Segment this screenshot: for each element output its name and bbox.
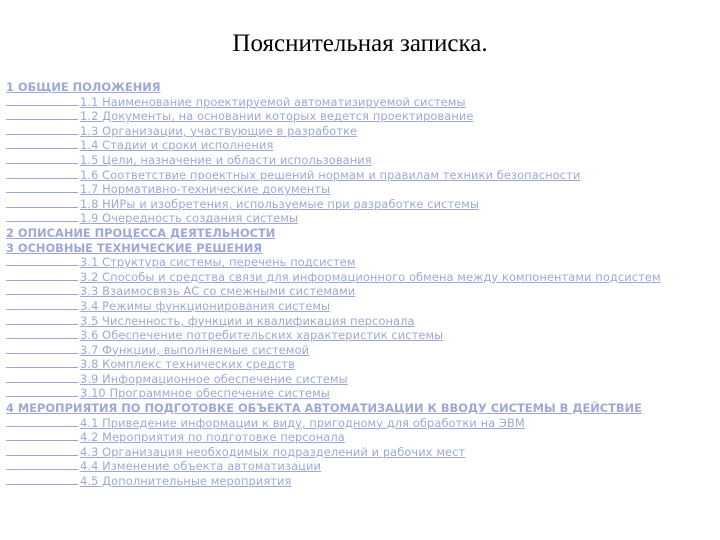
indent-underline <box>6 104 78 106</box>
indent-underline <box>6 293 78 295</box>
toc-link[interactable]: 2 ОПИСАНИЕ ПРОЦЕССА ДЕЯТЕЛЬНОСТИ <box>6 225 276 240</box>
table-of-contents <box>6 80 714 489</box>
toc-item-4-5[interactable] <box>6 474 714 489</box>
toc-item-1-7[interactable] <box>6 182 714 197</box>
toc-item-3-3[interactable] <box>6 284 714 299</box>
indent-underline <box>6 264 78 266</box>
toc-link[interactable]: 3.3 Взаимосвязь АС со смежными системами <box>80 284 356 299</box>
indent-underline <box>6 352 78 354</box>
toc-link[interactable]: 1.9 Очередность создания системы <box>80 211 299 226</box>
toc-link[interactable]: 3.4 Режимы функционирования системы <box>80 298 331 313</box>
indent-underline <box>6 468 78 470</box>
toc-link[interactable]: 4.4 Изменение объекта автоматизации <box>80 459 322 474</box>
indent-underline <box>6 381 78 383</box>
indent-underline <box>6 395 78 397</box>
toc-link[interactable]: 3.5 Численность, функции и квалификация персонала <box>80 313 415 328</box>
indent-underline <box>6 454 78 456</box>
toc-link[interactable]: 4 МЕРОПРИЯТИЯ ПО ПОДГОТОВКЕ ОБЪЕКТА АВТОМАТИЗАЦИИ К ВВОДУ СИСТЕМЫ В ДЕЙСТВИЕ <box>6 401 642 416</box>
toc-link[interactable]: 3.10 Программное обеспечение системы <box>80 386 330 401</box>
indent-underline <box>6 177 78 179</box>
toc-item-3-8[interactable] <box>6 357 714 372</box>
toc-link[interactable]: 1.5 Цели, назначение и области использования <box>80 152 372 167</box>
indent-underline <box>6 279 78 281</box>
toc-link[interactable]: 3.6 Обеспечение потребительских характеристик системы <box>80 328 444 343</box>
indent-underline <box>6 366 78 368</box>
toc-link[interactable]: 3.1 Структура системы, перечень подсистем <box>80 255 356 270</box>
toc-link[interactable]: 3 ОСНОВНЫЕ ТЕХНИЧЕСКИЕ РЕШЕНИЯ <box>6 240 263 255</box>
toc-item-1-4[interactable] <box>6 138 714 153</box>
toc-link[interactable]: 3.9 Информационное обеспечение системы <box>80 371 348 386</box>
toc-link[interactable]: 1.1 Наименование проектируемой автоматизируемой системы <box>80 94 466 109</box>
toc-item-3-5[interactable] <box>6 314 714 329</box>
toc-item-4-4[interactable] <box>6 459 714 474</box>
toc-link[interactable]: 3.7 Функции, выполняемые системой <box>80 342 310 357</box>
indent-underline <box>6 308 78 310</box>
toc-item-1-3[interactable] <box>6 124 714 139</box>
indent-underline <box>6 483 78 485</box>
toc-section-3[interactable] <box>6 241 714 256</box>
toc-item-3-7[interactable] <box>6 343 714 358</box>
toc-item-3-1[interactable] <box>6 255 714 270</box>
toc-item-4-3[interactable] <box>6 445 714 460</box>
toc-link[interactable]: 1.6 Соответствие проектных решений нормам и правилам техники безопасности <box>80 167 581 182</box>
toc-item-1-9[interactable] <box>6 211 714 226</box>
indent-underline <box>6 133 78 135</box>
toc-item-4-2[interactable] <box>6 430 714 445</box>
toc-item-3-4[interactable] <box>6 299 714 314</box>
toc-link[interactable]: 1.3 Организации, участвующие в разработке <box>80 123 358 138</box>
indent-underline <box>6 337 78 339</box>
toc-link[interactable]: 1.4 Стадии и сроки исполнения <box>80 138 274 153</box>
toc-link[interactable]: 3.8 Комплекс технических средств <box>80 357 295 372</box>
indent-underline <box>6 439 78 441</box>
toc-item-3-2[interactable] <box>6 270 714 285</box>
page-title: Пояснительная записка. <box>232 30 488 57</box>
toc-link[interactable]: 3.2 Способы и средства связи для информационного обмена между компонентами подсистем <box>80 269 661 284</box>
indent-underline <box>6 147 78 149</box>
toc-section-4[interactable] <box>6 401 714 416</box>
indent-underline <box>6 206 78 208</box>
toc-link[interactable]: 4.1 Приведение информации к виду, пригодному для обработки на ЭВМ <box>80 415 525 430</box>
toc-item-3-9[interactable] <box>6 372 714 387</box>
toc-item-4-1[interactable] <box>6 416 714 431</box>
toc-link[interactable]: 4.3 Организация необходимых подразделений и рабочих мест <box>80 444 466 459</box>
toc-item-1-1[interactable] <box>6 95 714 110</box>
toc-item-1-5[interactable] <box>6 153 714 168</box>
toc-link[interactable]: 1.8 НИРы и изобретения, используемые при разработке системы <box>80 196 480 211</box>
toc-link[interactable]: 1.2 Документы, на основании которых ведется проектирование <box>80 109 474 124</box>
indent-underline <box>6 191 78 193</box>
toc-link[interactable]: 4.2 Мероприятия по подготовке персонала <box>80 430 345 445</box>
toc-item-1-8[interactable] <box>6 197 714 212</box>
toc-item-1-6[interactable] <box>6 168 714 183</box>
toc-link[interactable]: 1.7 Нормативно-технические документы <box>80 182 331 197</box>
toc-item-3-10[interactable] <box>6 386 714 401</box>
toc-link[interactable]: 1 ОБЩИЕ ПОЛОЖЕНИЯ <box>6 80 161 94</box>
indent-underline <box>6 425 78 427</box>
indent-underline <box>6 162 78 164</box>
toc-link[interactable]: 4.5 Дополнительные мероприятия <box>80 474 292 489</box>
indent-underline <box>6 220 78 222</box>
toc-section-2[interactable] <box>6 226 714 241</box>
indent-underline <box>6 323 78 325</box>
toc-item-3-6[interactable] <box>6 328 714 343</box>
toc-item-1-2[interactable] <box>6 109 714 124</box>
indent-underline <box>6 118 78 120</box>
toc-section-1[interactable] <box>6 80 714 95</box>
